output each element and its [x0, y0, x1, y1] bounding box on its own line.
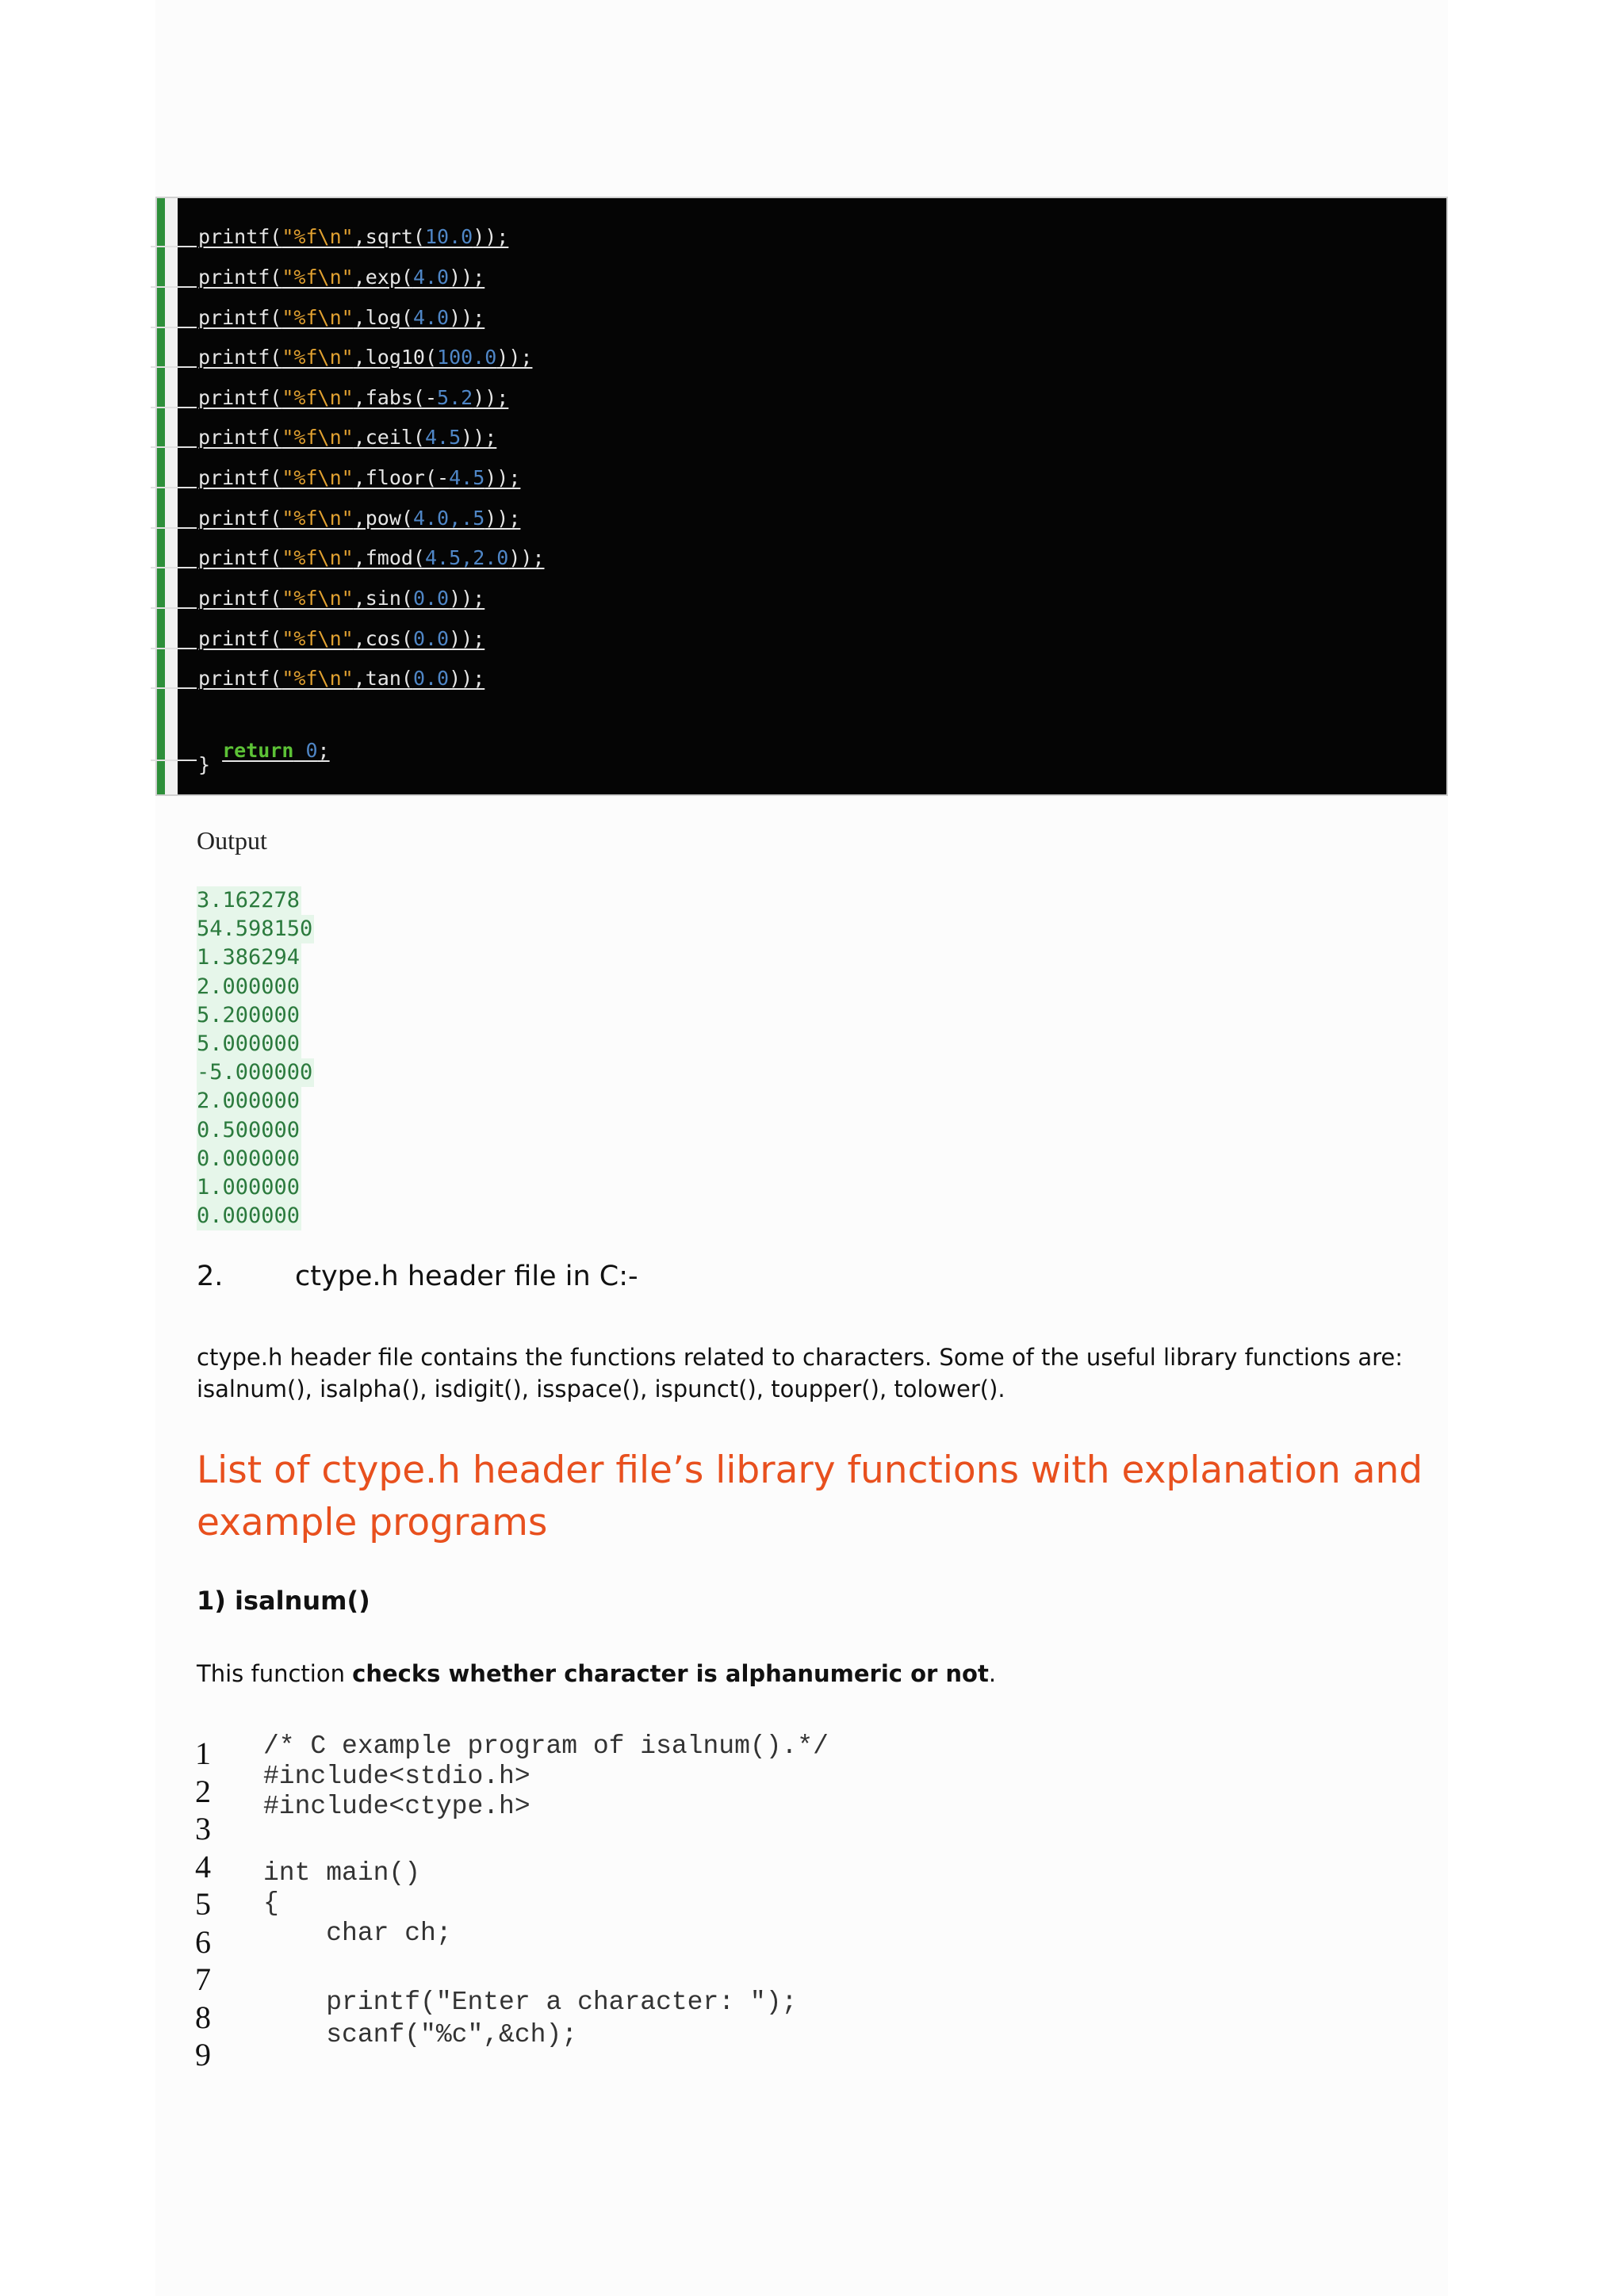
line-number: 5 [195, 1886, 211, 1922]
output-line: 2.000000 [197, 973, 301, 1001]
output-line: 1.386294 [197, 943, 301, 972]
code-line: printf("Enter a character: "); [263, 1988, 798, 2017]
line-numbers [195, 1735, 211, 2074]
code-line: scanf("%c",&ch); [263, 2020, 578, 2049]
code-line: printf("%f\n",floor(-4.5)); [198, 466, 520, 490]
line-number: 4 [195, 1848, 211, 1885]
code-line: printf("%f\n",exp(4.0)); [198, 266, 485, 289]
section-title: ctype.h header file in C:- [295, 1261, 638, 1292]
page-heading: List of ctype.h header file’s library functions with explanation and example programs [197, 1448, 1423, 1544]
line-number: 3 [195, 1811, 211, 1846]
section-number: 2. [197, 1261, 224, 1292]
output-block [197, 886, 314, 1230]
code-line: #include<ctype.h> [263, 1792, 530, 1821]
code-line: printf("%f\n",sqrt(10.0)); [198, 225, 508, 249]
code-line: char ch; [263, 1919, 452, 1948]
code-line: printf("%f\n",cos(0.0)); [198, 627, 485, 651]
line-number: 9 [195, 2037, 211, 2072]
code-line: printf("%f\n",pow(4.0,.5)); [198, 507, 520, 530]
output-line: 5.000000 [197, 1030, 301, 1058]
code-line: /* C example program of isalnum().*/ [263, 1732, 829, 1761]
closing-brace: } [198, 753, 211, 776]
function-description: This function checks whether character is alphanumeric or not. [197, 1660, 997, 1687]
output-line: 0.000000 [197, 1145, 301, 1173]
output-line: -5.000000 [197, 1058, 314, 1087]
line-number: 8 [195, 1999, 211, 2035]
code-line: printf("%f\n",fabs(-5.2)); [198, 386, 508, 410]
output-line: 0.000000 [197, 1202, 301, 1230]
line-number: 1 [195, 1735, 211, 1771]
line-number: 6 [195, 1923, 211, 1960]
code-line: { [263, 1888, 279, 1918]
code-line: printf("%f\n",log(4.0)); [198, 306, 485, 330]
line-number: 7 [195, 1961, 211, 1997]
code-line: printf("%f\n",sin(0.0)); [198, 587, 485, 610]
code-line: #include<stdio.h> [263, 1762, 530, 1791]
output-line: 0.500000 [197, 1116, 301, 1145]
output-line: 54.598150 [197, 915, 314, 943]
code-line: int main() [263, 1858, 421, 1888]
code-line: printf("%f\n",ceil(4.5)); [198, 426, 496, 450]
function-subheading: 1) isalnum() [197, 1586, 370, 1616]
line-number: 2 [195, 1773, 211, 1809]
section-paragraph: ctype.h header file contains the functions related to characters. Some of the useful library functions are: isalnum(), isalpha(), isdigit(), isspace(), ispunct(), toupper(), tolower(). [197, 1344, 1404, 1402]
output-line: 1.000000 [197, 1173, 301, 1202]
code-line: printf("%f\n",log10(100.0)); [198, 346, 532, 369]
code-line: printf("%f\n",tan(0.0)); [198, 667, 485, 691]
return-statement: return 0; [198, 715, 330, 763]
output-line: 3.162278 [197, 886, 301, 915]
output-line: 2.000000 [197, 1087, 301, 1115]
output-label: Output [197, 826, 267, 855]
code-line: printf("%f\n",fmod(4.5,2.0)); [198, 546, 545, 570]
output-line: 5.200000 [197, 1001, 301, 1030]
